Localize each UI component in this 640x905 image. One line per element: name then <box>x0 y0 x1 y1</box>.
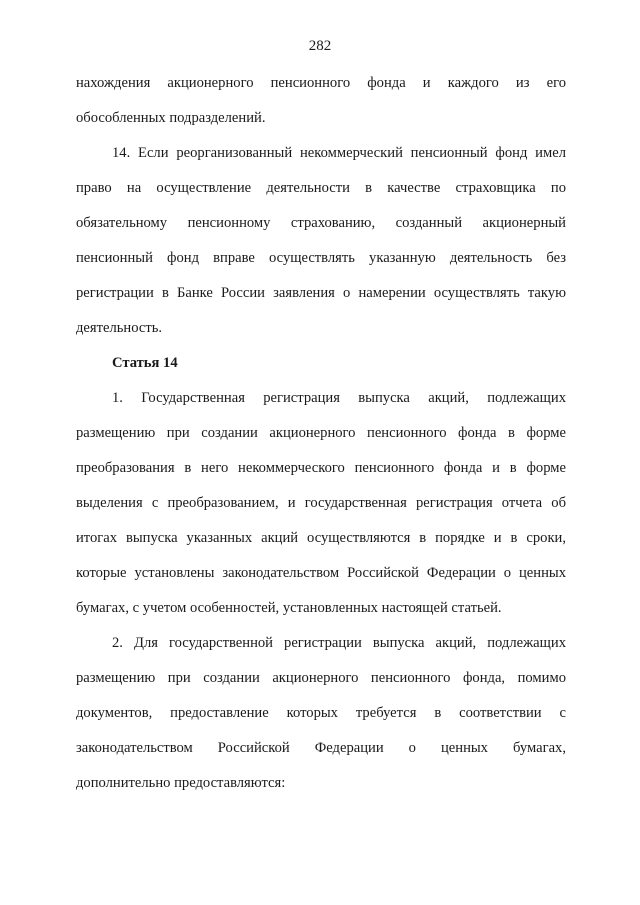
text-line: законодательством Российской Федерации о ценных бумагах, <box>76 740 566 756</box>
text-line: выделения с преобразованием, и государственная регистрация отчета об <box>76 495 566 511</box>
text-line: деятельность. <box>76 320 163 336</box>
text-line: дополнительно предоставляются: <box>76 775 286 791</box>
document-body <box>76 66 566 801</box>
text-line: преобразования в него некоммерческого пенсионного фонда и в форме <box>76 460 566 476</box>
page-number: 282 <box>308 38 332 54</box>
text-line: 2. Для государственной регистрации выпуска акций, подлежащих <box>112 635 566 651</box>
text-line: размещению при создании акционерного пенсионного фонда в форме <box>76 425 566 441</box>
article-heading: Статья 14 <box>112 355 178 371</box>
text-line: нахождения акционерного пенсионного фонда и каждого из его <box>76 75 566 91</box>
text-line: обязательному пенсионному страхованию, созданный акционерный <box>76 215 566 231</box>
paragraph-article14-p2 <box>76 626 566 801</box>
text-line: размещению при создании акционерного пенсионного фонда, помимо <box>76 670 566 686</box>
text-line: бумагах, с учетом особенностей, установленных настоящей статьей. <box>76 600 502 616</box>
paragraph-item-14 <box>76 136 566 346</box>
text-line: обособленных подразделений. <box>76 110 266 126</box>
text-line: 1. Государственная регистрация выпуска акций, подлежащих <box>112 390 566 406</box>
paragraph-article14-p1 <box>76 381 566 626</box>
text-line: регистрации в Банке России заявления о намерении осуществлять такую <box>76 285 566 301</box>
paragraph-continuation <box>76 66 566 136</box>
text-line: документов, предоставление которых требуется в соответствии с <box>76 705 566 721</box>
text-line: которые установлены законодательством Российской Федерации о ценных <box>76 565 566 581</box>
text-line: 14. Если реорганизованный некоммерческий пенсионный фонд имел <box>112 145 566 161</box>
text-line: итогах выпуска указанных акций осуществляются в порядке и в сроки, <box>76 530 566 546</box>
text-line: право на осуществление деятельности в качестве страховщика по <box>76 180 566 196</box>
text-line: пенсионный фонд вправе осуществлять указанную деятельность без <box>76 250 566 266</box>
